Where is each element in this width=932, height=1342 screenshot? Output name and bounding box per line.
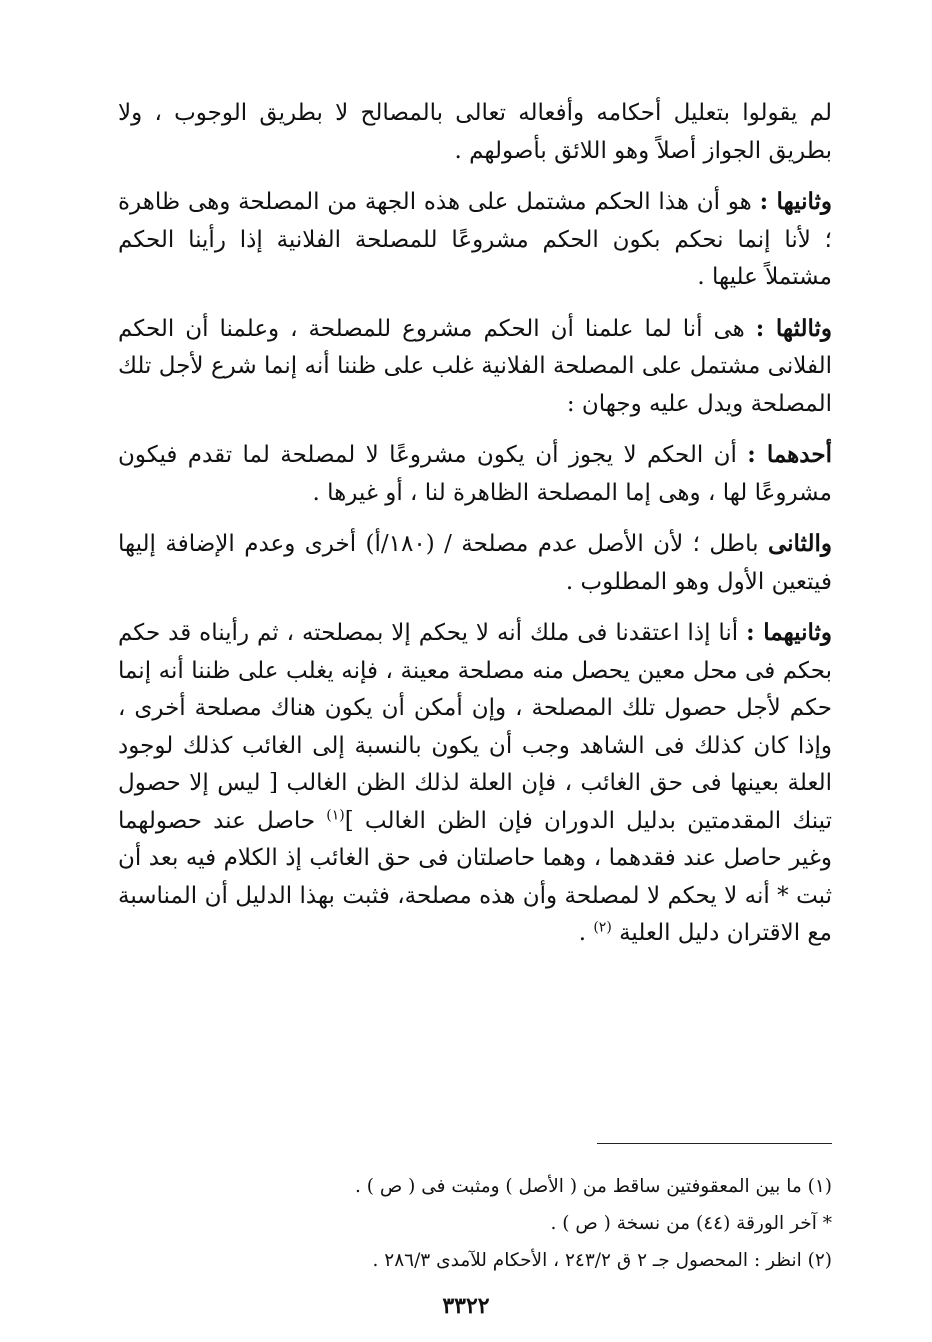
paragraph-5 — [118, 525, 832, 601]
paragraph-3-lead: وثالثها : — [755, 314, 832, 342]
paragraph-6 — [118, 614, 832, 953]
paragraph-5-lead: والثانى — [767, 530, 832, 557]
footnote-1: (١) ما بين المعقوفتين ساقط من ( الأصل ) ومثبت فى ( ص ) . — [355, 1176, 832, 1197]
paragraph-4-lead: أحدهما : — [747, 441, 832, 468]
footnote-ref-2: (٢) — [593, 919, 612, 936]
page-number: ٣٣٢٢ — [442, 1293, 490, 1319]
paragraph-2-text: هو أن هذا الحكم مشتمل على هذه الجهة من المصلحة وهى ظاهرة ؛ لأنا إنما نحكم بكون الحكم مشروعًا للمصلحة الفلانية إذا رأينا الحكم مشتملاً عليها . — [118, 189, 832, 290]
paragraph-2 — [118, 183, 832, 297]
footnote-divider — [597, 1143, 832, 1144]
paragraph-6-text-2: حاصل عند حصولهما وغير حاصل عند فقدهما ، وهما حاصلتان فى حق الغائب إذ الكلام فيه بعد أن ثبت * أنه لا يحكم لا لمصلحة وأن هذه مصلحة، فثبت بهذا الدليل أن المناسبة مع الاقتران دليل العلية — [118, 807, 832, 946]
main-text — [118, 95, 832, 966]
paragraph-4-text: أن الحكم لا يجوز أن يكون مشروعًا لا لمصلحة لما تقدم فيكون مشروعًا لها ، وهى إما المصلحة الظاهرة لنا ، أو غيرها . — [118, 442, 832, 506]
paragraph-5-text: باطل ؛ لأن الأصل عدم مصلحة / (١٨٠/أ) أخرى وعدم الإضافة إليها فيتعين الأول وهو المطلوب . — [118, 531, 832, 595]
footnotes — [118, 1168, 832, 1279]
footnote-ref-1: (١) — [326, 806, 345, 823]
paragraph-6-lead: وثانيهما : — [746, 619, 833, 646]
footnote-star: * آخر الورقة (٤٤) من نسخة ( ص ) . — [550, 1213, 832, 1234]
paragraph-3-text: هى أنا لما علمنا أن الحكم مشروع للمصلحة ، وعلمنا أن الحكم الفلانى مشتمل على المصلحة الفلانية غلب على ظننا أنه إنما شرع لأجل تلك المصلحة ويدل عليه وجهان : — [118, 315, 832, 417]
paragraph-2-lead: وثانيها : — [759, 188, 832, 215]
paragraph-6-text: أنا إذا اعتقدنا فى ملك أنه لا يحكم إلا بمصلحته ، ثم رأيناه قد حكم بحكم فى محل معين يحصل منه مصلحة معينة ، فإنه يغلب على ظننا أنه إنما حكم لأجل حصول تلك المصلحة ، وإن أمكن أن يكون هناك مصلحة أخرى ، وإذا كان كذلك فى الشاهد وجب أن يكون بالنسبة إلى الغائب كذلك لوجود العلة بعينها فى حق الغائب ، فإن العلة لذلك الظن الغالب [ ليس إلا حصول تينك المقدمتين بدليل الدوران فإن الظن الغالب ] — [118, 620, 832, 834]
paragraph-1 — [118, 95, 832, 170]
paragraph-4 — [118, 436, 832, 512]
paragraph-3 — [118, 310, 832, 424]
paragraph-6-text-3: . — [578, 920, 594, 946]
paragraph-1-text: لم يقولوا بتعليل أحكامه وأفعاله تعالى بالمصالح لا بطريق الوجوب ، ولا بطريق الجواز أصلاً وهو اللائق بأصولهم . — [118, 100, 832, 164]
footnote-2: (٢) انظر : المحصول جـ ٢ ق ٢٤٣/٢ ، الأحكام للآمدى ٢٨٦/٣ . — [372, 1250, 832, 1271]
